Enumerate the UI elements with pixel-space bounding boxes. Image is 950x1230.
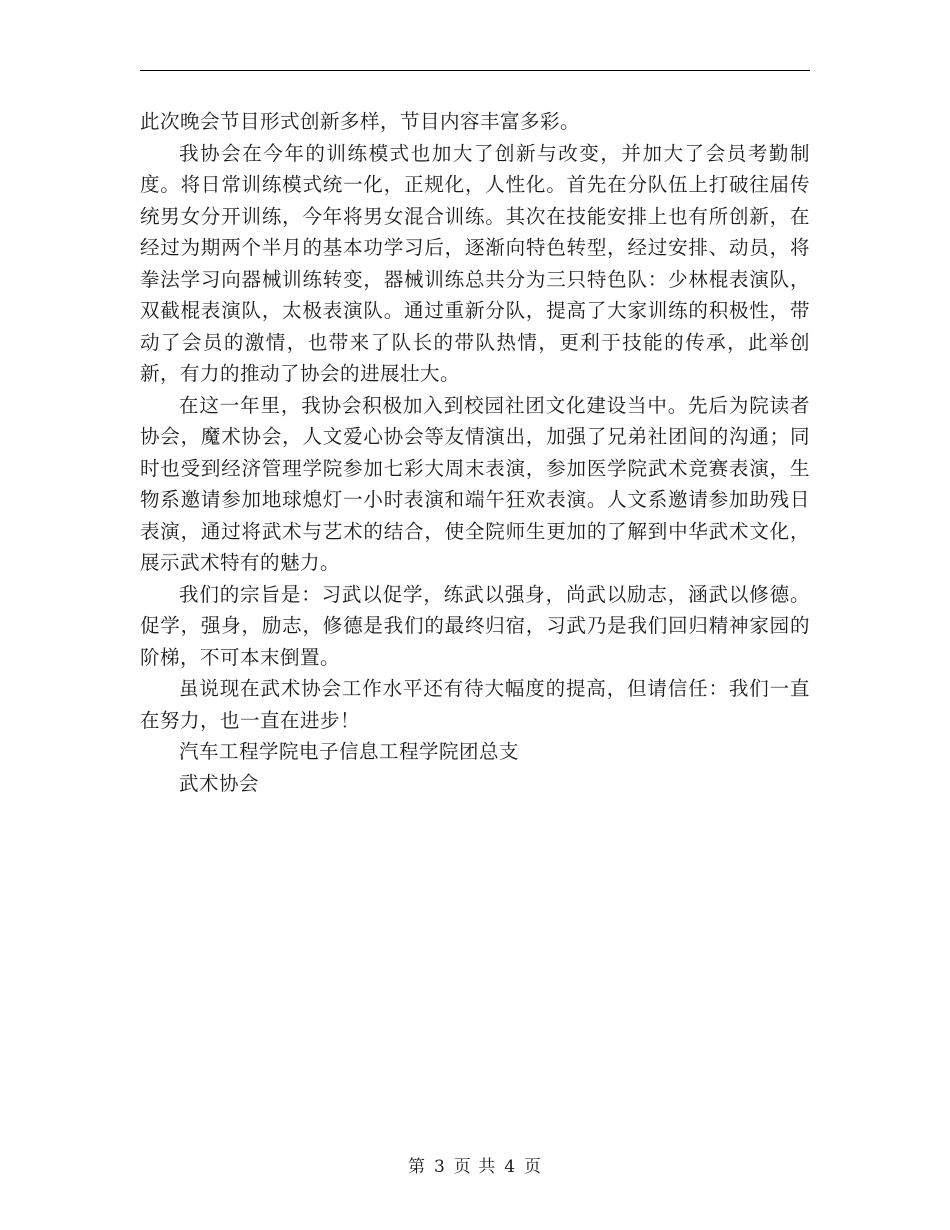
footer-middle: 页 共 (453, 1157, 497, 1177)
paragraph-closing: 虽说现在武术协会工作水平还有待大幅度的提高，但请信任：我们一直在努力，也一直在进步！ (140, 677, 810, 732)
signature-organization: 汽车工程学院电子信息工程学院团总支 (179, 740, 520, 763)
footer-total-pages: 4 (504, 1157, 517, 1177)
paragraph-purpose: 我们的宗旨是：习武以促学，练武以强身，尚武以励志，涵武以修德。促学，强身，励志，修德是我们的最终归宿，习武乃是我们回归精神家园的阶梯，不可本末倒置。 (140, 582, 810, 669)
paragraph-training-mode: 我协会在今年的训练模式也加大了创新与改变，并加大了会员考勤制度。将日常训练模式统一化，正规化，人性化。首先在分队伍上打破往届传统男女分开训练，今年将男女混合训练。其次在技能安排上也有所创新，在经过为期两个半月的基本功学习后，逐渐向特色转型，经过安排、动员，将拳法学习向器械训练转变，器械训练总共分为三只特色队：少林棍表演队，双截棍表演队，太极表演队。通过重新分队，提高了大家训练的积极性，带动了会员的激情，也带来了队长的带队热情，更利于技能的传承，此举创新，有力的推动了协会的进展壮大。 (140, 141, 810, 385)
footer-prefix: 第 (407, 1157, 426, 1177)
paragraph-continuation: 此次晚会节目形式创新多样，节目内容丰富多彩。 (140, 110, 581, 133)
footer-suffix: 页 (524, 1157, 543, 1177)
signature-association: 武术协会 (179, 771, 260, 795)
page-footer (0, 1152, 950, 1177)
document-body (140, 106, 810, 799)
paragraph-campus-culture: 在这一年里，我协会积极加入到校园社团文化建设当中。先后为院读者协会，魔术协会，人文爱心协会等友情演出，加强了兄弟社团间的沟通；同时也受到经济管理学院参加七彩大周末表演，参加医学院武术竞赛表演，生物系邀请参加地球熄灯一小时表演和端午狂欢表演。人文系邀请参加助残日表演，通过将武术与艺术的结合，使全院师生更加的了解到中华武术文化，展示武术特有的魅力。 (140, 393, 810, 574)
footer-page-number: 3 (433, 1157, 446, 1177)
header-rule (140, 70, 810, 71)
